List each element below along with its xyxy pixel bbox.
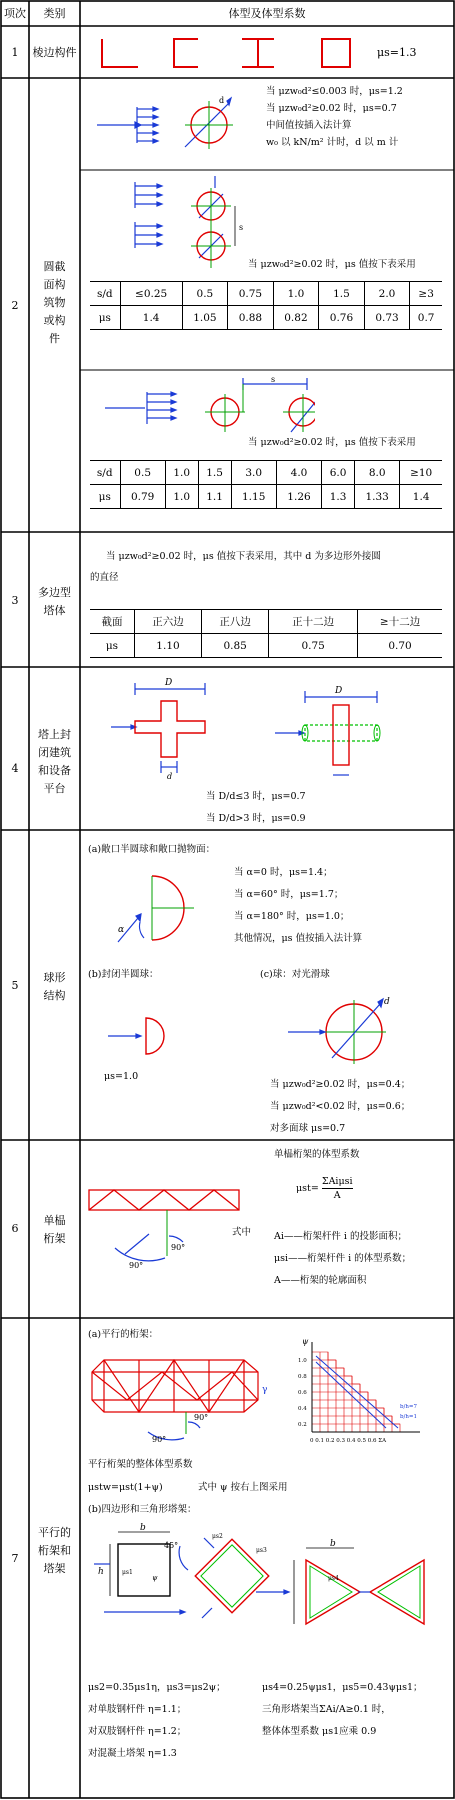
chart-x-ticks: 0 0.1 0.2 0.3 0.4 0.5 0.6 ΣA	[310, 1438, 387, 1444]
row5-number: 5	[11, 979, 19, 992]
row7-number: 7	[11, 1552, 19, 1565]
row2-table-1	[90, 281, 442, 330]
row7-formula: μstw=μst(1+ψ)	[88, 1482, 163, 1493]
row6-category: 单榀 桁架	[43, 1214, 66, 1245]
svg-text:s: s	[239, 223, 244, 232]
row2-note-3: 当 μzw₀d²≥0.02 时，μs 值按下表采用	[248, 437, 416, 448]
table-row: s/d ≤0.25 0.5 0.75 1.0 1.5 2.0 ≥3	[90, 282, 442, 306]
row7-b-title: (b)四边形和三角形塔架：	[88, 1504, 197, 1515]
row4-notes: 当 D/d≤3 时，μs=0.7 当 D/d>3 时，μs=0.9	[206, 791, 306, 824]
chart-y-tick: 0.8	[298, 1374, 307, 1380]
row6-angle-2: 90°	[129, 1261, 144, 1270]
chart-legend-2: b/h=1	[400, 1414, 418, 1420]
row2-note-2: 当 μzw₀d²≥0.02 时，μs 值按下表采用	[248, 259, 416, 270]
row5-sphere-diagram	[288, 990, 428, 1070]
row4-category: 塔上封 闭建筑 和设备 平台	[38, 728, 71, 795]
row4-label-D-left: D	[165, 678, 173, 688]
row5-b-title: (b)封闭半圆球：	[88, 969, 159, 980]
row5-a-title: (a)敞口半圆球和敞口抛物面：	[88, 844, 216, 855]
chart-y-tick: 0.2	[298, 1422, 307, 1428]
row6-angle-1: 90°	[171, 1243, 186, 1252]
row2-category: 圆截 面构 筑物 或构 件	[43, 260, 66, 345]
row2-notes-1: 当 μzw₀d²≤0.003 时，μs=1.2 当 μzw₀d²≥0.02 时，μs=0.7 中间值按插入法计算 w₀ 以 kN/m² 计时，d 以 m 计	[266, 86, 403, 148]
row1-category: 棱边构件	[32, 46, 77, 59]
row7-tower-diagrams	[84, 1518, 454, 1668]
row7-overall-title: 平行桁架的整体体型系数	[88, 1459, 193, 1470]
row5-a-notes: 当 α=0 时，μs=1.4； 当 α=60° 时，μs=1.7； 当 α=180° 时，μs=1.0； 其他情况，μs 值按插入法计算	[234, 867, 363, 944]
row3-category: 多边型 塔体	[38, 586, 71, 617]
row5-category: 球形 结构	[43, 971, 66, 1002]
row5-label-d: d	[384, 997, 390, 1007]
header-col-category: 类别	[43, 7, 66, 20]
row7-angle-2: 90°	[152, 1435, 167, 1442]
row7-left-lines: μs2=0.35μs1η，μs3=μs2ψ； 对单肢钢杆件 η=1.1； 对双肢钢杆件 η=1.2； 对混凝土塔架 η=1.3	[88, 1682, 226, 1759]
row5-label-alpha: α	[118, 925, 125, 935]
row4-label-D-right: D	[335, 686, 343, 696]
row4-label-d-left: d	[167, 772, 173, 781]
row5-closed-hemisphere-diagram	[100, 1012, 190, 1062]
row7-parallel-truss-diagram	[88, 1352, 268, 1442]
chart-y-tick: 0.4	[298, 1406, 307, 1412]
row6-single-truss-diagram	[85, 1170, 255, 1270]
row4-platform-diagrams	[105, 675, 445, 785]
row5-b-coefficient: μs=1.0	[104, 1071, 139, 1082]
svg-text:γ: γ	[262, 1385, 268, 1395]
row7-category: 平行的 桁架和 塔架	[38, 1526, 71, 1575]
row2-single-cylinder-diagram	[95, 85, 255, 165]
row7-label-mus3: μs3	[256, 1547, 267, 1554]
table-row: 截面 正六边 正八边 正十二边 ≥十二边	[90, 610, 442, 634]
row3-number: 3	[11, 594, 19, 607]
row7-formula-note: 式中 ψ 按右上图采用	[198, 1482, 288, 1493]
row7-label-b2: b	[330, 1539, 336, 1549]
row6-where: 式中	[232, 1227, 252, 1238]
row1-coefficient: μs=1.3	[377, 46, 417, 59]
row7-label-mus1: μs1	[122, 1569, 133, 1576]
row3-table	[90, 609, 442, 658]
row6-number: 6	[11, 1222, 19, 1235]
row7-label-h: h	[98, 1567, 104, 1577]
table-row: μs 1.10 0.85 0.75 0.70	[90, 634, 442, 658]
chart-y-tick: 0.6	[298, 1390, 307, 1396]
row3-note: 当 μzw₀d²≥0.02 时，μs 值按下表采用，其中 d 为多边形外接圆 的直径	[90, 551, 381, 583]
chart-legend-1: b/h=7	[400, 1404, 418, 1410]
row7-label-psi: ψ	[152, 1574, 158, 1582]
table-row: μs 1.4 1.05 0.88 0.82 0.76 0.73 0.7	[90, 306, 442, 330]
row6-definitions: Ai——桁架杆件 i 的投影面积； μsi——桁架杆件 i 的体型系数； A——桁架的轮廓面积	[274, 1231, 412, 1286]
row7-label-mus2: μs2	[212, 1533, 223, 1540]
row2-number: 2	[11, 299, 19, 312]
row5-open-hemisphere-diagram	[110, 862, 220, 952]
chart-y-tick: 1.0	[298, 1358, 307, 1364]
row5-c-title: (c)球：对光滑球	[260, 969, 330, 980]
row7-label-mus4: μs4	[328, 1575, 339, 1582]
header-col-coefficient: 体型及体型系数	[228, 7, 306, 20]
row4-number: 4	[11, 762, 19, 775]
row6-title: 单榀桁架的体型系数	[274, 1149, 360, 1160]
row6-formula: μst= ΣAiμsi A	[296, 1176, 353, 1201]
row7-right-lines: μs4=0.25ψμs1，μs5=0.43ψμs1； 三角形塔架当ΣAi/A≥0.1 时， 整体体型系数 μs1应乘 0.9	[262, 1682, 423, 1737]
row7-label-b: b	[140, 1523, 146, 1533]
table-row: s/d 0.5 1.0 1.5 3.0 4.0 6.0 8.0 ≥10	[90, 461, 442, 485]
row7-label-45: 45°	[164, 1541, 179, 1550]
table-row: μs 0.79 1.0 1.1 1.15 1.26 1.3 1.33 1.4	[90, 485, 442, 509]
row7-angle-1: 90°	[194, 1413, 209, 1422]
row5-c-notes: 当 μzw₀d²≥0.02 时，μs=0.4； 当 μzw₀d²<0.02 时，μs=0.6； 对多面球 μs=0.7	[270, 1079, 411, 1134]
row2-table-2	[90, 460, 442, 509]
header-col-item: 项次	[4, 7, 26, 20]
row7-psi-chart	[290, 1332, 445, 1452]
chart-y-label: ψ	[302, 1337, 309, 1346]
row1-number: 1	[11, 46, 19, 59]
row1-edge-shapes	[90, 33, 370, 73]
row7-a-title: (a)平行的桁架：	[88, 1329, 159, 1340]
svg-text:d: d	[219, 96, 225, 105]
row2-label-s: s	[271, 375, 276, 384]
